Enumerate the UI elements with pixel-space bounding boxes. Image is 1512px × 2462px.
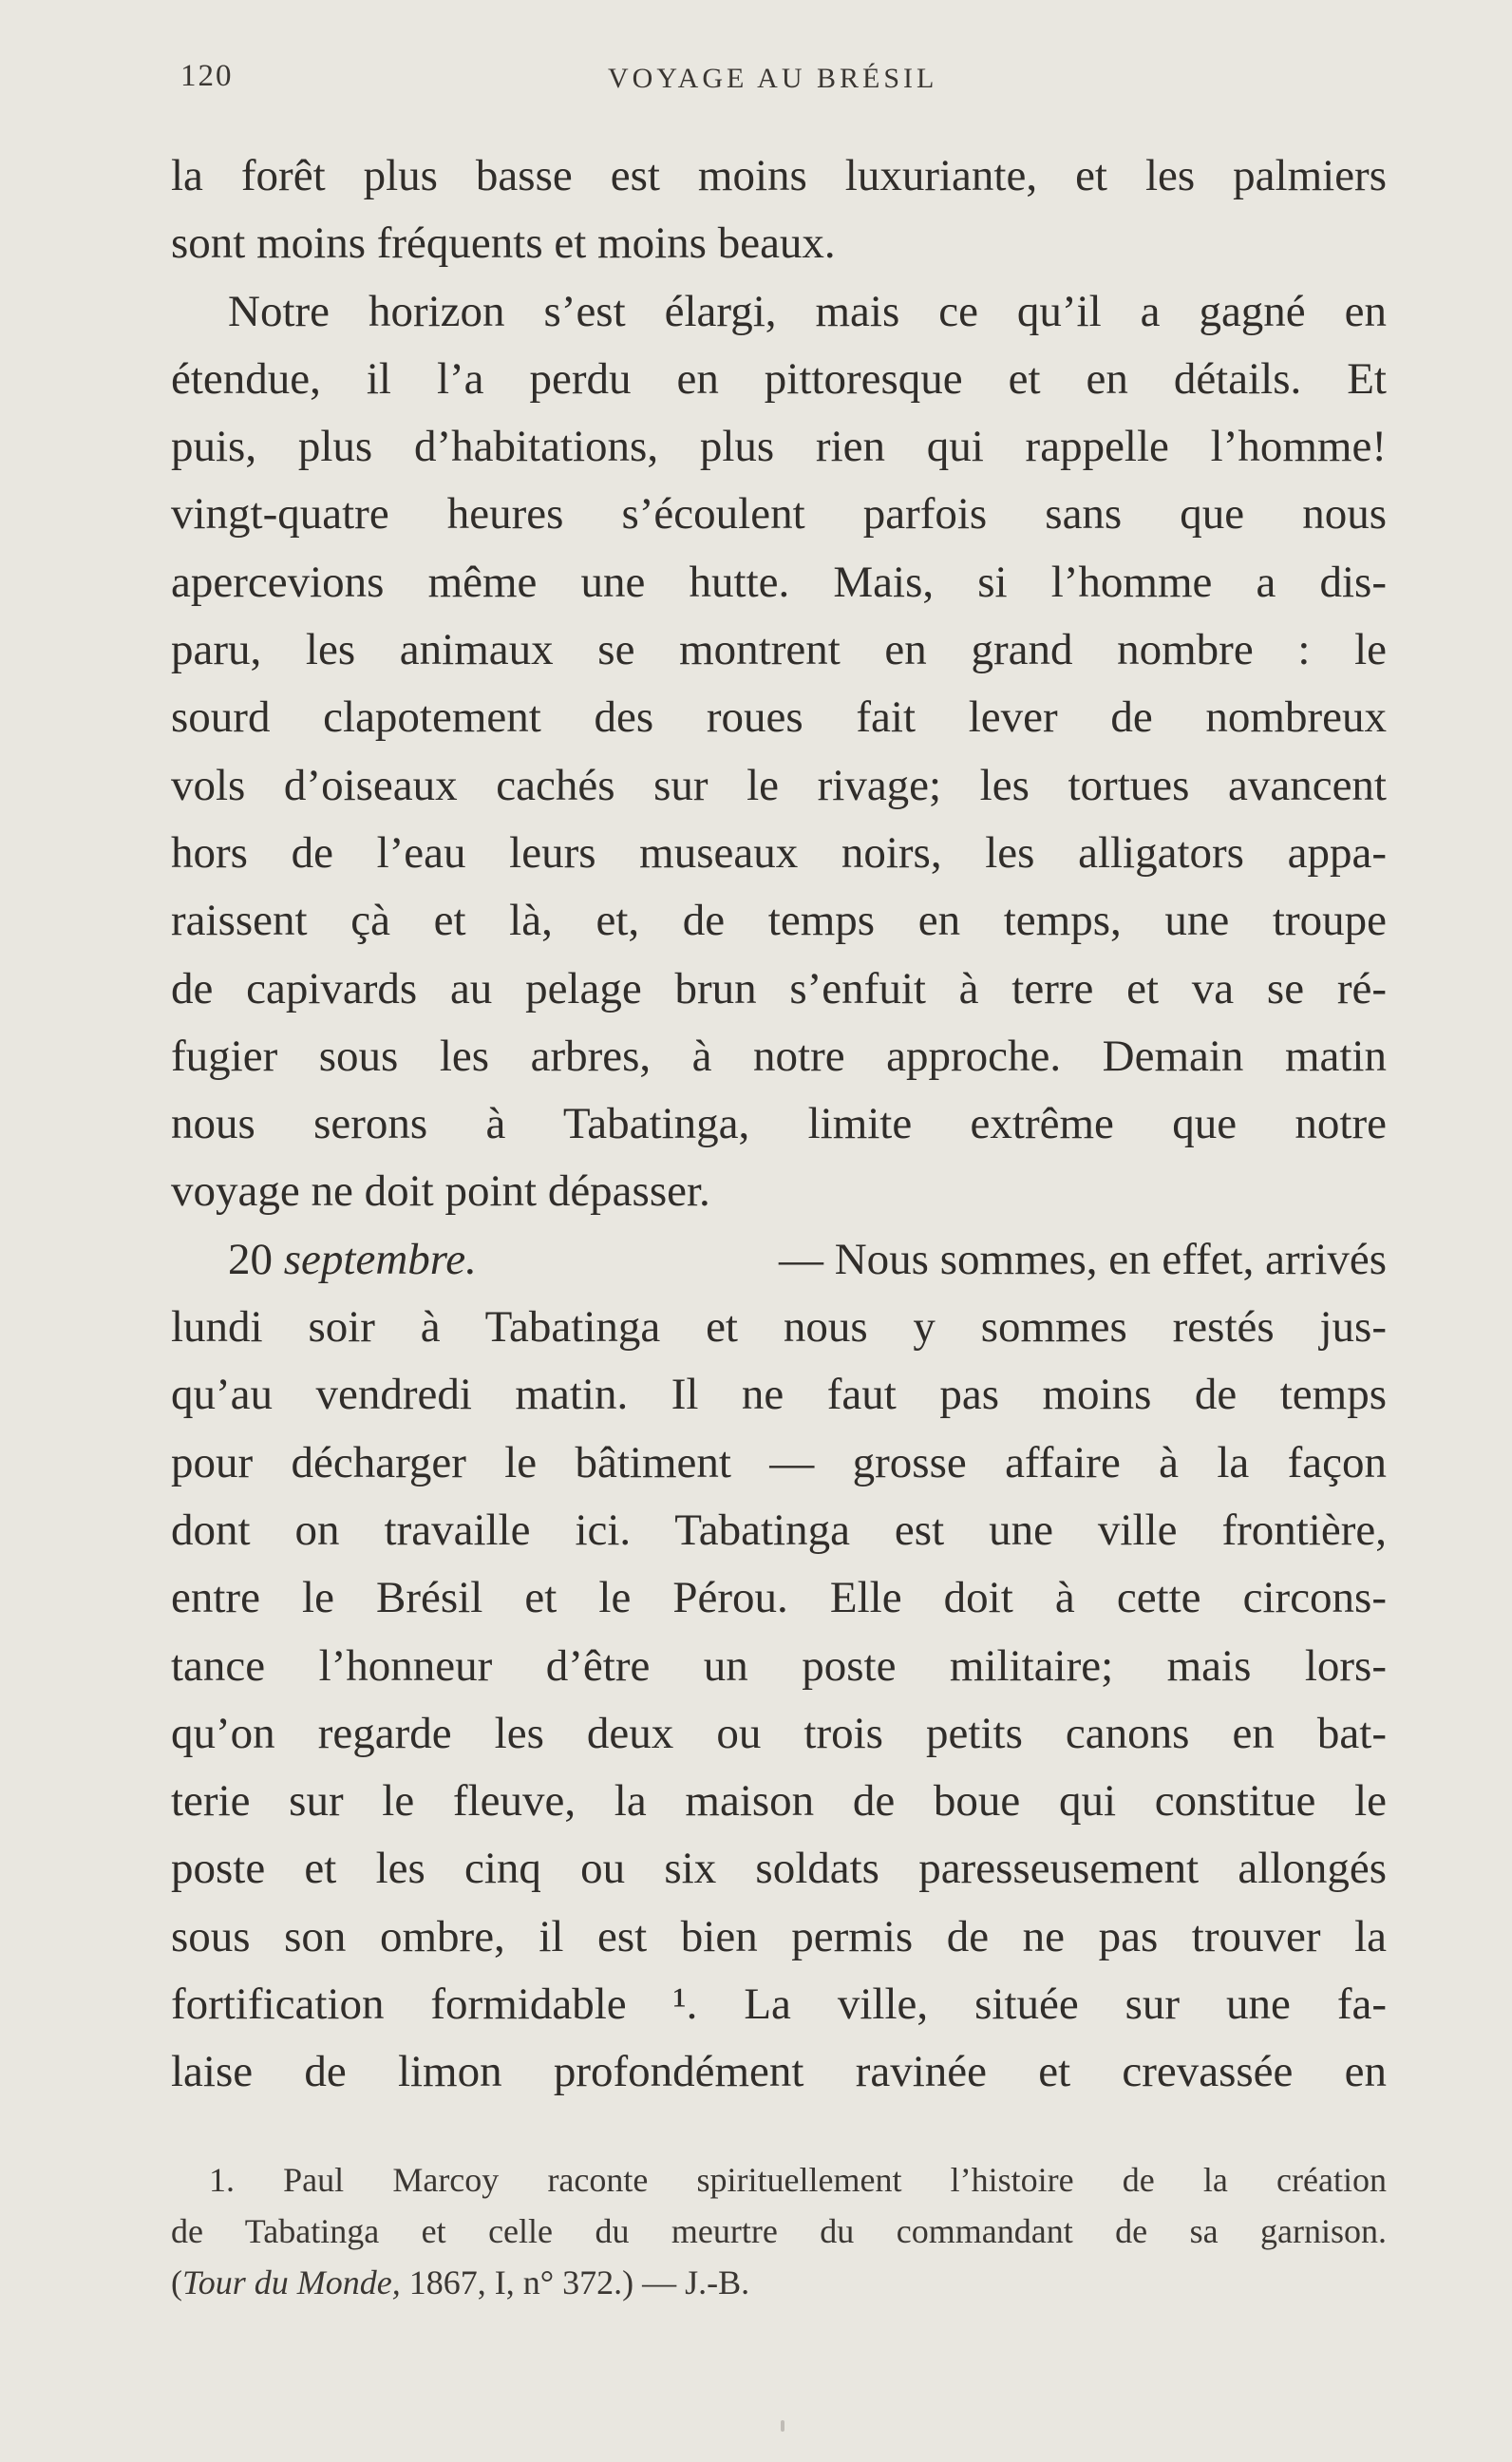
paper-speck <box>781 2420 784 2432</box>
text-line: qu’au vendredi matin. Il ne faut pas moins de temps <box>171 1370 1387 1420</box>
text-line: étendue, il l’a perdu en pittoresque et en détails. Et <box>171 353 1387 404</box>
text-line: puis, plus d’habitations, plus rien qui rappelle l’homme! <box>171 422 1387 472</box>
text-line: de capivards au pelage brun s’enfuit à terre et va se ré- <box>171 963 1387 1013</box>
footnote-line: 1. Paul Marcoy raconte spirituellement l’histoire de la création <box>209 2161 1387 2199</box>
text-line: terie sur le fleuve, la maison de boue qui constitue le <box>171 1776 1387 1827</box>
text-line: fortification formidable ¹. La ville, située sur une fa- <box>171 1979 1387 2030</box>
dated-entry-line <box>171 1226 1387 1294</box>
body-text <box>171 142 1387 2107</box>
text-line: dont on travaille ici. Tabatinga est une ville frontière, <box>171 1505 1387 1555</box>
entry-month: septembre. <box>283 1234 477 1284</box>
page-header <box>171 59 1387 106</box>
text-line: fugier sous les arbres, à notre approche. Demain matin <box>171 1031 1387 1081</box>
footnote-line: de Tabatinga et celle du meurtre du commandant de sa garnison. <box>171 2212 1387 2250</box>
text-line: hors de l’eau leurs museaux noirs, les alligators appa- <box>171 827 1387 878</box>
text-line: la forêt plus basse est moins luxuriante, et les palmiers <box>171 151 1387 200</box>
page-number: 120 <box>180 59 234 93</box>
text-line: tance l’honneur d’être un poste militaire; mais lors- <box>171 1640 1387 1691</box>
text-line: lundi soir à Tabatinga et nous y sommes restés jus- <box>171 1302 1387 1353</box>
text-line: raissent çà et là, et, de temps en temps, une troupe <box>171 896 1387 946</box>
footnote <box>171 2154 1387 2308</box>
citation-title: Tour du Monde, <box>182 2263 401 2301</box>
text-line: laise de limon profondément ravinée et crevassée en <box>171 2047 1387 2097</box>
text-line: pour décharger le bâtiment — grosse affaire à la façon <box>171 1437 1387 1487</box>
text-line: vols d’oiseaux cachés sur le rivage; les tortues avancent <box>171 760 1387 810</box>
running-title: VOYAGE AU BRÉSIL <box>608 63 938 94</box>
text-line: poste et les cinq ou six soldats paresseusement allongés <box>171 1844 1387 1894</box>
text-line: apercevions même une hutte. Mais, si l’homme a dis- <box>171 557 1387 607</box>
text-line: sous son ombre, il est bien permis de ne pas trouver la <box>171 1911 1387 1961</box>
text-line: nous serons à Tabatinga, limite extrême que notre <box>171 1099 1387 1149</box>
citation-rest: 1867, I, n° 372.) — J.-B. <box>400 2263 750 2301</box>
text-line: Notre horizon s’est élargi, mais ce qu’il a gagné en <box>228 286 1387 336</box>
citation-open: ( <box>171 2263 182 2301</box>
entry-day: 20 <box>228 1234 273 1284</box>
text-line: entre le Brésil et le Pérou. Elle doit à cette circons- <box>171 1573 1387 1623</box>
text-line: qu’on regarde les deux ou trois petits canons en bat- <box>171 1708 1387 1758</box>
footnote-citation <box>171 2257 1387 2308</box>
text-line: paru, les animaux se montrent en grand nombre : le <box>171 625 1387 675</box>
text-line: vingt-quatre heures s’écoulent parfois sans que nous <box>171 489 1387 540</box>
text-line: sourd clapotement des roues fait lever de nombreux <box>171 692 1387 743</box>
text-line: voyage ne doit point dépasser. <box>171 1166 710 1217</box>
text-line: sont moins fréquents et moins beaux. <box>171 218 836 269</box>
entry-text: — Nous sommes, en effet, arrivés <box>778 1234 1387 1284</box>
dated-entry-lead <box>228 1226 477 1294</box>
